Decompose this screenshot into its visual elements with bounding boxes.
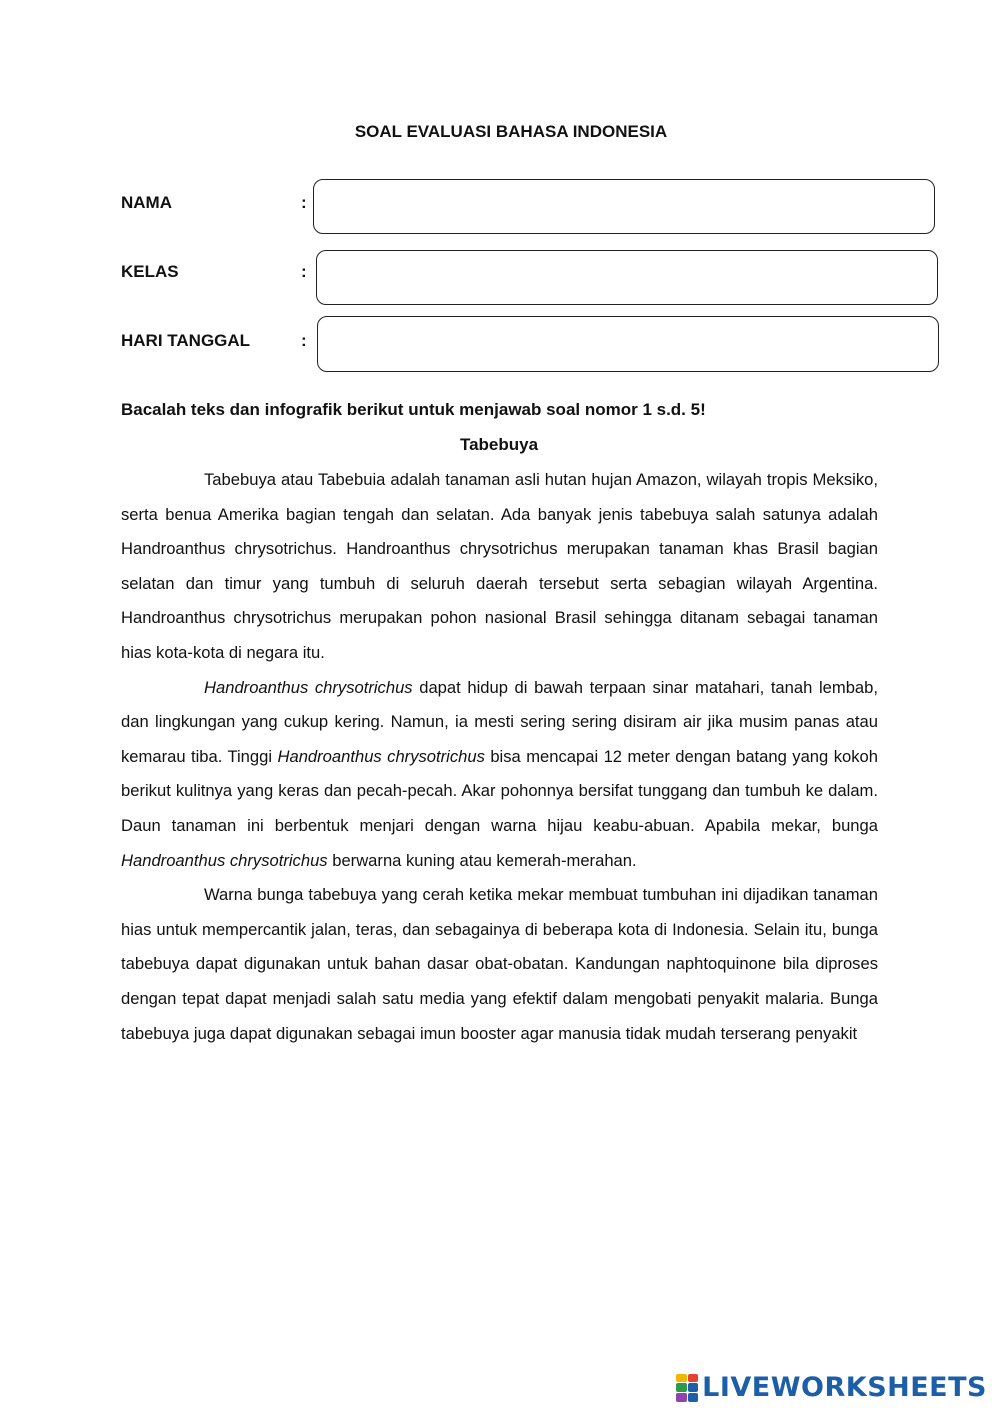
class-colon: :: [301, 262, 307, 281]
class-input[interactable]: [316, 250, 938, 305]
species-name: Handroanthus chrysotrichus: [204, 677, 413, 697]
article-body: [121, 463, 878, 1051]
paragraph-text: bisa mencapai 12 meter dengan batang yang kokoh berikut kulitnya yang keras dan pecah-pecah. Akar pohonnya bersifat tunggang dan tumbuh ke dalam. Daun tanaman ini berbentuk menjari dengan warna hijau keabu-abuan. Apabila mekar, bunga: [121, 746, 878, 835]
date-input[interactable]: [317, 316, 939, 372]
name-input[interactable]: [313, 179, 935, 234]
species-name: Handroanthus chrysotrichus: [277, 746, 485, 766]
instruction-text: Bacalah teks dan infografik berikut untuk menjawab soal nomor 1 s.d. 5!: [121, 400, 706, 419]
date-colon: :: [301, 331, 307, 350]
date-label: HARI TANGGAL: [121, 331, 251, 350]
logo-mark-icon: [676, 1374, 698, 1402]
article-paragraph-1: Tabebuya atau Tabebuia adalah tanaman asli hutan hujan Amazon, wilayah tropis Meksiko, serta benua Amerika bagian tengah dan selatan. Ada banyak jenis tabebuya salah satunya adalah Handroanthus chrysotrichus. Handroanthus chrysotrichus merupakan tanaman khas Brasil bagian selatan dan timur yang tumbuh di seluruh daerah tersebut serta sebagian wilayah Argentina. Handroanthus chrysotrichus merupakan pohon nasional Brasil sehingga ditanam sebagai tanaman hias kota-kota di negara itu.: [121, 470, 878, 662]
liveworksheets-logo: [676, 1372, 987, 1403]
page-title: SOAL EVALUASI BAHASA INDONESIA: [354, 122, 668, 141]
name-colon: :: [301, 193, 307, 212]
article-title: Tabebuya: [459, 435, 539, 454]
article-paragraph-3: Warna bunga tabebuya yang cerah ketika mekar membuat tumbuhan ini dijadikan tanaman hias untuk mempercantik jalan, teras, dan sebagainya di beberapa kota di Indonesia. Selain itu, bunga tabebuya dapat digunakan untuk bahan dasar obat-obatan. Kandungan naphtoquinone bila diproses dengan tepat dapat menjadi salah satu media yang efektif dalam mengobati penyakit malaria. Bunga tabebuya juga dapat digunakan sebagai imun booster agar manusia tidak mudah terserang penyakit: [121, 885, 878, 1043]
paragraph-text: berwarna kuning atau kemerah-merahan.: [327, 850, 637, 870]
paragraph-text: dapat hidup di bawah terpaan sinar matahari, tanah lembab, dan lingkungan yang cukup kering. Namun, ia mesti sering sering disiram air jika musim panas atau kemarau tiba. Tinggi: [121, 677, 878, 766]
logo-text: LIVEWORKSHEETS: [702, 1372, 987, 1403]
article-paragraph-2: [121, 671, 878, 879]
name-label: NAMA: [121, 193, 172, 212]
species-name: Handroanthus chrysotrichus: [121, 850, 328, 870]
class-label: KELAS: [121, 262, 179, 281]
